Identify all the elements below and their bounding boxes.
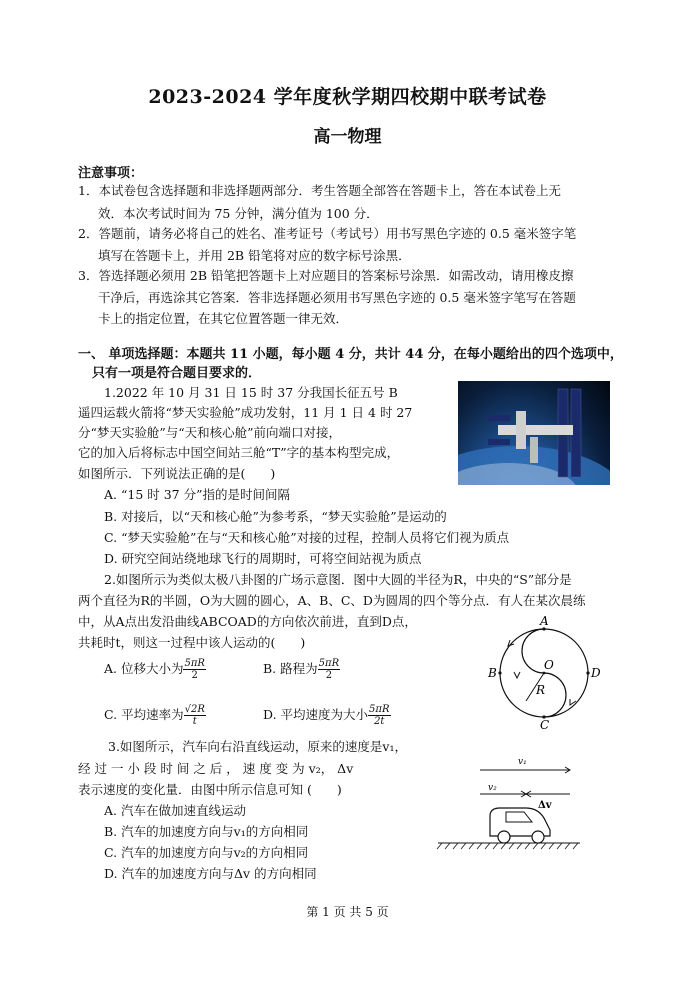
- note-line: 卡上的指定位置，在其它位置答题一律无效．: [98, 311, 349, 326]
- wheel-icon: [498, 831, 510, 843]
- label-r: R: [536, 683, 546, 697]
- q2-option-b-fraction: [318, 658, 340, 681]
- label-d: D: [591, 666, 601, 680]
- q2-option-c-text: C. 平均速率为: [104, 707, 184, 722]
- note-line: 效．本次考试时间为 75 分钟，满分值为 100 分．: [98, 206, 379, 221]
- q2-line: 共耗时t，则这一过程中该人运动的( ): [78, 635, 306, 650]
- fraction-numerator: 5πR: [318, 658, 340, 669]
- q1-option-c: C. “梦天实验舱”在与“天和核心舱”对接的过程，控制人员将它们视为质点: [104, 530, 510, 545]
- taiji-diagram: [486, 614, 606, 732]
- q3-option-c: C. 汽车的加速度方向与v₂的方向相同: [104, 845, 309, 860]
- label-delta-v: Δv: [538, 800, 552, 811]
- space-station-photo: [458, 381, 610, 485]
- label-b: B: [488, 666, 497, 680]
- q3-option-b: B. 汽车的加速度方向与v₁的方向相同: [104, 824, 309, 839]
- q2-option-a: [104, 658, 206, 681]
- label-c: C: [540, 718, 550, 732]
- q2-line: 中，从A点出发沿曲线ABCOAD的方向依次前进，直到D点，: [78, 614, 417, 629]
- car-velocity-diagram: [434, 750, 584, 850]
- q3-line: 3.如图所示，汽车向右沿直线运动，原来的速度是v₁，: [108, 739, 408, 754]
- note-line: 2．答题前，请务必将自己的姓名、准考证号（考试号）用书写黑色字迹的 0.5 毫米签字笔: [78, 226, 577, 241]
- q2-option-d-text: D. 平均速度为大小: [263, 707, 369, 722]
- q2-option-c-fraction: [184, 704, 206, 727]
- exam-title: 2023-2024 学年度秋学期四校期中联考试卷: [148, 86, 547, 108]
- q2-line: 两个直径为R的半圆，O为大圆的圆心，A、B、C、D为圆周的四个等分点．有人在某次晨练: [78, 593, 586, 608]
- fraction-numerator: √2R: [184, 704, 205, 715]
- label-v2: v₂: [488, 783, 497, 793]
- label-a: A: [540, 614, 549, 628]
- q1-line: 1.2022 年 10 月 31 日 15 时 37 分我国长征五号 B: [104, 385, 398, 400]
- label-v1: v₁: [518, 757, 527, 767]
- ground-hatch: [437, 843, 578, 849]
- q1-option-b: B. 对接后，以“天和核心舱”为参考系，“梦天实验舱”是运动的: [104, 509, 447, 524]
- q2-option-a-text: A. 位移大小为: [104, 661, 184, 676]
- section-heading: 一、 单项选择题：本题共 11 小题，每小题 4 分，共计 44 分，在每小题给出的四个选项中，: [78, 347, 623, 362]
- q1-line: 分“梦天实验舱”与“天和核心舱”前向端口对接，: [78, 425, 342, 440]
- fraction-numerator: 5πR: [369, 704, 390, 715]
- page-footer: 第 1 页 共 5 页: [306, 905, 389, 919]
- q2-option-c: [104, 704, 206, 727]
- q1-option-a: A. “15 时 37 分”指的是时间间隔: [104, 487, 290, 502]
- exam-subject: 高一物理: [313, 127, 382, 147]
- q2-option-b-text: B. 路程为: [263, 661, 318, 676]
- q3-line: 经 过 一 小 段 时 间 之 后 ， 速 度 变 为 v₂， Δv: [78, 761, 354, 776]
- q1-line: 遥四运载火箭将“梦天实验舱”成功发射，11 月 1 日 4 时 27: [78, 405, 413, 420]
- q2-option-b: [263, 658, 340, 681]
- point-d: [586, 671, 589, 674]
- fraction-denominator: t: [192, 716, 197, 727]
- q1-line: 它的加入后将标志中国空间站三舱“T”字的基本构型完成，: [78, 445, 400, 460]
- section-heading-cont: 只有一项是符合题目要求的．: [92, 366, 262, 381]
- fraction-denominator: 2: [191, 670, 198, 681]
- point-o: [543, 672, 546, 675]
- note-line: 1．本试卷包含选择题和非选择题两部分．考生答题全部答在答题卡上，答在本试卷上无: [78, 183, 561, 198]
- q1-line: 如图所示．下列说法正确的是( ): [78, 466, 276, 481]
- space-station-icon: [458, 381, 610, 485]
- q2-line: 2.如图所示为类似太极八卦图的广场示意图．图中大圆的半径为R，中央的“S”部分是: [104, 572, 572, 587]
- note-line: 填写在答题卡上，并用 2B 铅笔将对应的数字标号涂黑．: [98, 248, 411, 263]
- fraction-denominator: 2t: [374, 716, 385, 727]
- note-line: 干净后，再选涂其它答案．答非选择题必须用书写黑色字迹的 0.5 毫米签字笔写在答题: [98, 290, 576, 305]
- fraction-numerator: 5πR: [184, 658, 205, 669]
- q2-option-a-fraction: [183, 658, 205, 681]
- notes-heading: 注意事项：: [78, 166, 144, 181]
- label-o: O: [544, 658, 554, 672]
- arrow-icon: [514, 672, 520, 678]
- q3-line: 表示速度的变化量．由图中所示信息可知 ( ): [78, 782, 342, 797]
- q2-option-d: [263, 704, 391, 727]
- point-b: [498, 671, 501, 674]
- q3-option-a: A. 汽车在做加速直线运动: [104, 803, 246, 818]
- note-line: 3．答选择题必须用 2B 铅笔把答题卡上对应题目的答案标号涂黑．如需改动，请用橡皮擦: [78, 268, 574, 283]
- fraction-denominator: 2: [325, 670, 333, 681]
- q1-option-d: D. 研究空间站绕地球飞行的周期时，可将空间站视为质点: [104, 551, 422, 566]
- wheel-icon: [532, 831, 544, 843]
- q2-option-d-fraction: [368, 704, 390, 727]
- q3-option-d: D. 汽车的加速度方向与Δv 的方向相同: [104, 866, 317, 881]
